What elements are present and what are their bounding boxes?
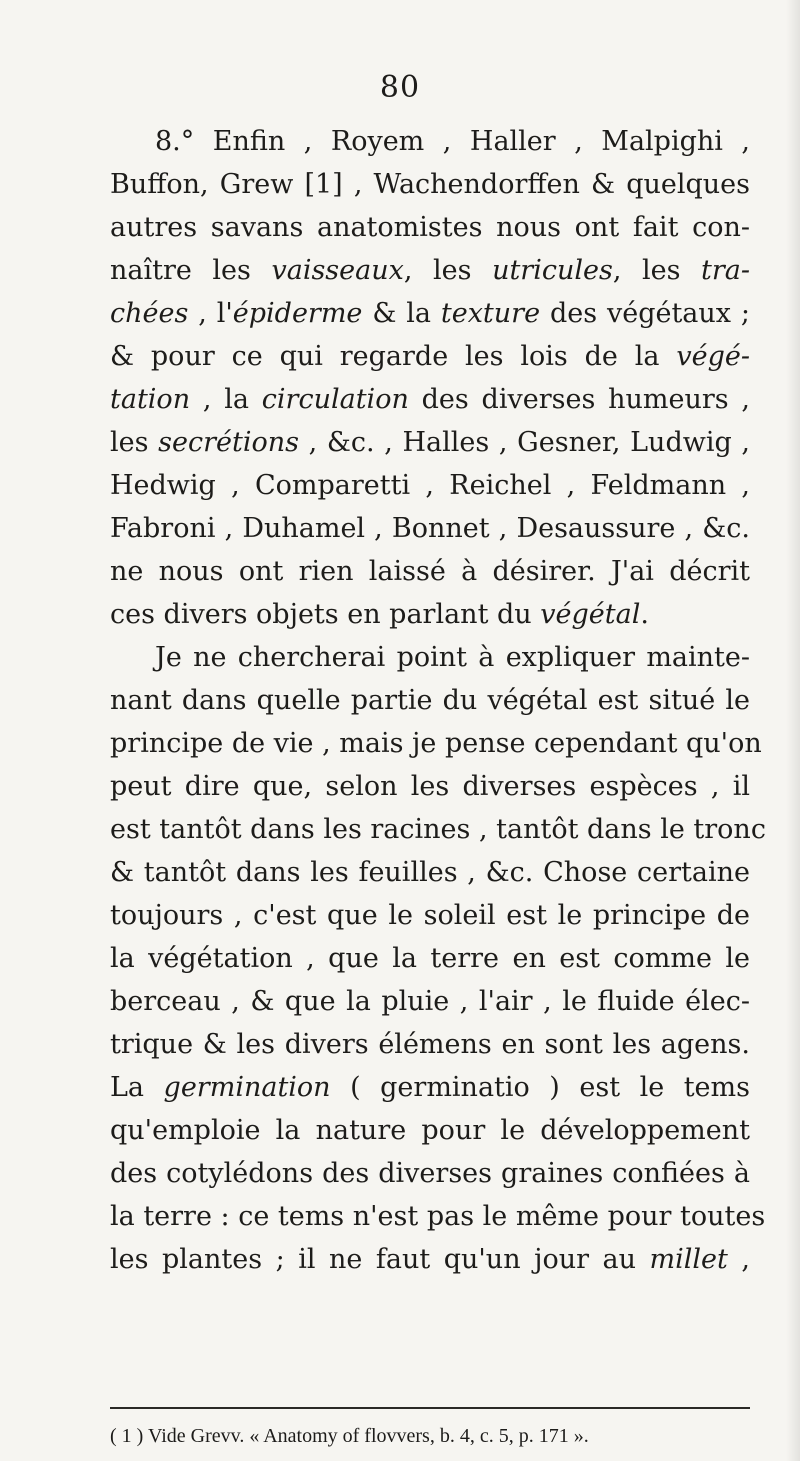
text-line — [110, 1195, 766, 1238]
text-segment: autres savans anatomistes nous ont fait con- — [110, 212, 750, 243]
text-segment: des diverses humeurs , — [408, 384, 750, 415]
text-segment: est tantôt dans les racines , tantôt dans le tronc — [110, 814, 766, 845]
footnote-rule — [110, 1407, 750, 1409]
text-segment: des cotylédons des diverses graines confiées à — [110, 1158, 750, 1189]
text-line — [110, 1152, 750, 1195]
text-line — [110, 163, 750, 206]
text-segment: peut dire que, selon les diverses espèces , il — [110, 771, 750, 802]
page-edge-shadow — [786, 0, 800, 1461]
italic-term: végé- — [676, 341, 750, 372]
text-segment: la végétation , que la terre en est comme le — [110, 943, 750, 974]
text-line — [110, 980, 750, 1023]
text-segment: les plantes ; il ne faut qu'un jour au — [110, 1244, 650, 1275]
italic-term: tation — [110, 384, 191, 415]
italic-term: tra- — [701, 255, 751, 286]
text-line — [110, 1238, 750, 1281]
text-line — [110, 765, 750, 808]
text-segment: Je ne chercherai point à expliquer mainte- — [155, 642, 750, 673]
text-segment: Fabroni , Duhamel , Bonnet , Desaussure , &c. — [110, 513, 750, 544]
text-line — [110, 550, 750, 593]
italic-term: utricules — [492, 255, 613, 286]
text-segment: ne nous ont rien laissé à désirer. J'ai décrit — [110, 556, 750, 587]
text-segment: qu'emploie la nature pour le développement — [110, 1115, 750, 1146]
text-line — [110, 679, 750, 722]
text-segment: trique & les divers élémens en sont les agens. — [110, 1029, 750, 1060]
italic-term: chées — [110, 298, 189, 329]
text-line — [110, 593, 750, 636]
page-number: 80 — [379, 70, 421, 105]
body-text — [110, 120, 766, 1281]
text-segment: les — [110, 427, 159, 458]
text-segment: , &c. , Halles , Gesner, Ludwig , — [298, 427, 750, 458]
text-segment: berceau , & que la pluie , l'air , le fluide élec- — [110, 986, 750, 1017]
text-segment: & tantôt dans les feuilles , &c. Chose certaine — [110, 857, 750, 888]
italic-term: texture — [440, 298, 541, 329]
text-line — [110, 636, 750, 679]
text-line — [110, 292, 750, 335]
text-segment: naître les — [110, 255, 272, 286]
text-line — [110, 937, 750, 980]
italic-term: millet — [649, 1244, 728, 1275]
text-line — [110, 1109, 750, 1152]
text-line — [110, 808, 766, 851]
text-segment: & pour ce qui regarde les lois de la — [110, 341, 677, 372]
text-line — [110, 120, 750, 163]
italic-term: vaisseaux — [271, 255, 404, 286]
text-segment: toujours , c'est que le soleil est le principe de — [110, 900, 750, 931]
italic-term: épiderme — [232, 298, 363, 329]
text-segment: ( germinatio ) est le tems — [330, 1072, 750, 1103]
text-segment: la terre : ce tems n'est pas le même pour toutes — [110, 1201, 766, 1232]
footnote: ( 1 ) Vide Grevv. « Anatomy of flovvers, b. 4, c. 5, p. 171 ». — [110, 1425, 589, 1447]
text-segment: principe de vie , mais je pense cependant qu'on — [110, 728, 762, 759]
text-line — [110, 421, 750, 464]
text-line — [110, 249, 750, 292]
text-line — [110, 894, 750, 937]
text-line — [110, 335, 750, 378]
text-segment: Buffon, Grew [1] , Wachendorffen & quelques — [110, 169, 750, 200]
text-line — [110, 722, 762, 765]
text-line — [110, 507, 750, 550]
italic-term: secrétions — [158, 427, 299, 458]
text-segment: , les — [612, 255, 702, 286]
italic-term: circulation — [261, 384, 409, 415]
text-segment: nant dans quelle partie du végétal est situé le — [110, 685, 750, 716]
text-segment: , la — [190, 384, 262, 415]
text-segment: . — [640, 599, 649, 630]
text-line — [110, 464, 750, 507]
text-segment: & la — [362, 298, 441, 329]
text-segment: ces divers objets en parlant du — [110, 599, 541, 630]
italic-term: végétal — [540, 599, 641, 630]
italic-term: germination — [163, 1072, 331, 1103]
text-segment: 8.° Enfin , Royem , Haller , Malpighi , — [155, 126, 750, 157]
text-segment: , les — [403, 255, 493, 286]
text-segment: Hedwig , Comparetti , Reichel , Feldmann , — [110, 470, 750, 501]
text-segment: , l' — [188, 298, 233, 329]
text-segment: , — [727, 1244, 750, 1275]
text-segment: des végétaux ; — [540, 298, 751, 329]
text-line — [110, 851, 750, 894]
text-line — [110, 378, 750, 421]
text-line — [110, 206, 750, 249]
text-line — [110, 1066, 750, 1109]
text-segment: La — [110, 1072, 164, 1103]
text-line — [110, 1023, 750, 1066]
